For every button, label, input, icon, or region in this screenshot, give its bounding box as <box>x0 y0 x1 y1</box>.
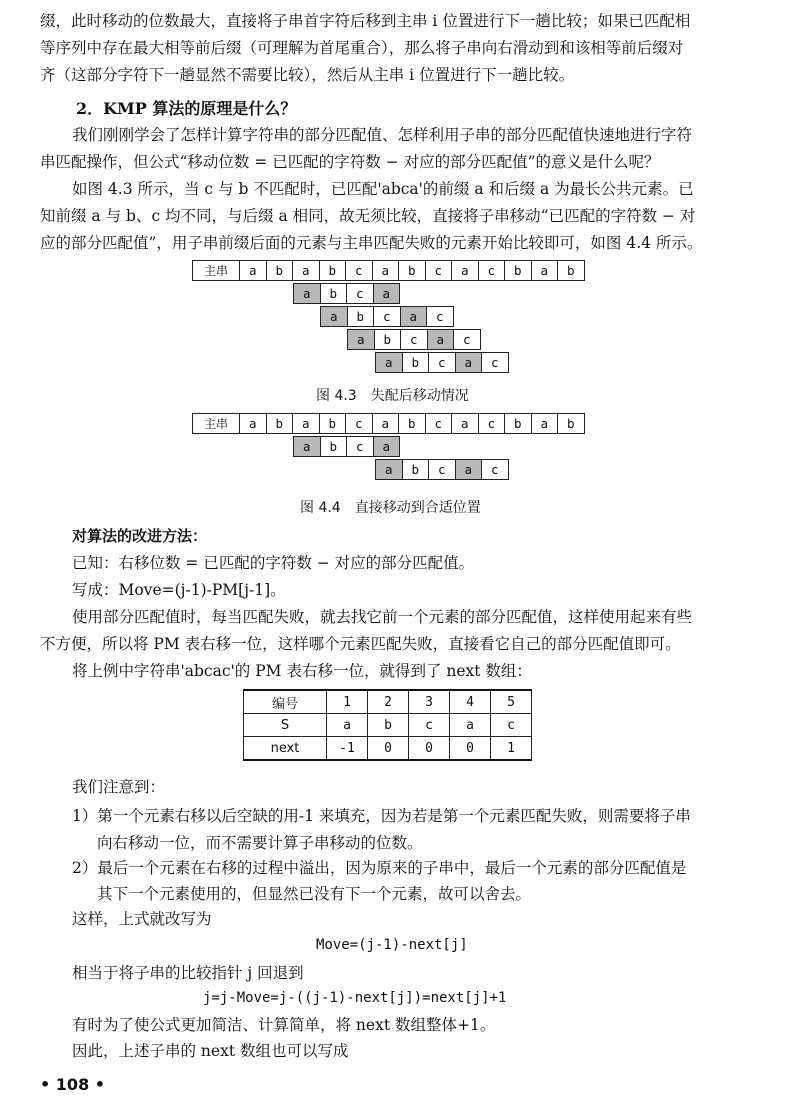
formula: Move=(j-1)-next[j] <box>316 937 468 953</box>
table-cell: c <box>491 714 532 737</box>
table-cell: 0 <box>409 737 450 761</box>
char-cell: b <box>557 413 585 434</box>
char-cell: b <box>266 413 294 434</box>
table-cell: 3 <box>409 690 450 714</box>
table-cell: 4 <box>450 690 491 714</box>
table-cell: 2 <box>368 690 409 714</box>
char-cell: c <box>346 436 374 457</box>
list-item: 2）最后一个元素在右移的过程中溢出，因为原来的子串中，最后一个元素的部分匹配值是 <box>72 859 687 877</box>
char-cell: c <box>345 260 373 281</box>
body-text: 将上例中字符串'abcac'的 PM 表右移一位，就得到了 next 数组： <box>72 662 532 680</box>
list-item-continued: 向右移动一位，而不需要计算子串移动的位数。 <box>97 834 423 852</box>
char-cell: b <box>504 413 532 434</box>
table-cell: -1 <box>327 737 368 761</box>
table-cell: b <box>368 714 409 737</box>
substring-row <box>376 352 509 373</box>
list-item-continued: 其下一个元素使用的，但显然已没有下一个元素，故可以舍去。 <box>97 885 532 903</box>
table-row <box>244 737 532 761</box>
formula: j=j-Move=j-((j-1)-next[j])=next[j]+1 <box>203 990 507 1006</box>
char-cell: a <box>400 306 428 327</box>
char-cell: b <box>557 260 585 281</box>
char-cell: c <box>345 413 373 434</box>
table-row <box>244 714 532 737</box>
body-text: 串匹配操作，但公式“移动位数 = 已匹配的字符数 − 对应的部分匹配值”的意义是什么呢？ <box>40 153 660 171</box>
char-cell: b <box>320 283 348 304</box>
body-text: 我们注意到： <box>72 778 166 796</box>
table-cell: 0 <box>368 737 409 761</box>
char-cell: c <box>425 260 453 281</box>
char-cell: a <box>239 413 267 434</box>
substring-row <box>294 436 400 457</box>
body-text: 使用部分匹配值时，每当匹配失败，就去找它前一个元素的部分匹配值，这样使用起来有些 <box>72 608 693 626</box>
char-cell: a <box>451 260 479 281</box>
char-cell: c <box>428 352 456 373</box>
substring-row <box>294 283 400 304</box>
char-cell: b <box>320 436 348 457</box>
char-cell: a <box>347 329 375 350</box>
char-cell: a <box>373 283 401 304</box>
body-text: 如图 4.3 所示，当 c 与 b 不匹配时，已匹配'abca'的前缀 a 和后缀 a 为最长公共元素。已 <box>72 180 694 198</box>
list-item: 1）第一个元素右移以后空缺的用-1 来填充，因为若是第一个元素匹配失败，则需要将子串 <box>72 807 691 825</box>
body-text: 知前缀 a 与 b、c 均不同，与后缀 a 相同，故无须比较，直接将子串移动“已匹配的字符数 − 对 <box>40 207 696 225</box>
row-label: 编号 <box>244 690 327 714</box>
char-cell: c <box>453 329 481 350</box>
substring-row <box>376 459 509 480</box>
char-cell: c <box>428 459 456 480</box>
row-label: S <box>244 714 327 737</box>
main-string-row <box>193 260 585 281</box>
table-cell: 1 <box>327 690 368 714</box>
figure-caption: 图 4.4 直接移动到合适位置 <box>300 500 481 516</box>
char-cell: a <box>292 413 320 434</box>
char-cell: c <box>346 283 374 304</box>
table-cell: 1 <box>491 737 532 761</box>
body-text: 因此，上述子串的 next 数组也可以写成 <box>72 1042 349 1060</box>
body-text: 相当于将子串的比较指针 j 回退到 <box>72 964 304 982</box>
char-cell: b <box>319 260 347 281</box>
table-row <box>244 690 532 714</box>
char-cell: a <box>375 459 403 480</box>
char-cell: a <box>372 413 400 434</box>
next-array-table <box>243 689 532 761</box>
main-string-label: 主串 <box>192 413 240 434</box>
char-cell: c <box>425 413 453 434</box>
char-cell: a <box>293 436 321 457</box>
table-cell: a <box>327 714 368 737</box>
char-cell: a <box>455 459 483 480</box>
char-cell: b <box>266 260 294 281</box>
char-cell: a <box>239 260 267 281</box>
table-cell: a <box>450 714 491 737</box>
body-text: 不方便，所以将 PM 表右移一位，这样哪个元素匹配失败，直接看它自己的部分匹配值即可。 <box>40 635 681 653</box>
body-text: 写成：Move=(j-1)-PM[j-1]。 <box>72 581 286 599</box>
char-cell: c <box>426 306 454 327</box>
char-cell: b <box>504 260 532 281</box>
table-cell: c <box>409 714 450 737</box>
body-text: 齐（这部分字符下一趟显然不需要比较），然后从主串 i 位置进行下一趟比较。 <box>40 66 575 84</box>
row-label: next <box>244 737 327 761</box>
char-cell: c <box>400 329 428 350</box>
table-cell: 5 <box>491 690 532 714</box>
body-text: 有时为了使公式更加简洁、计算简单，将 next 数组整体+1。 <box>72 1016 496 1034</box>
char-cell: a <box>320 306 348 327</box>
char-cell: a <box>531 260 559 281</box>
body-text: 我们刚刚学会了怎样计算字符串的部分匹配值、怎样利用子串的部分匹配值快速地进行字符 <box>72 126 693 144</box>
char-cell: b <box>402 352 430 373</box>
body-text: 等序列中存在最大相等前后缀（可理解为首尾重合），那么将子串向右滑动到和该相等前后缀对 <box>40 39 684 57</box>
char-cell: a <box>455 352 483 373</box>
char-cell: a <box>372 260 400 281</box>
char-cell: a <box>451 413 479 434</box>
substring-row <box>348 329 481 350</box>
char-cell: c <box>481 352 509 373</box>
char-cell: b <box>398 413 426 434</box>
figure-caption: 图 4.3 失配后移动情况 <box>316 388 469 404</box>
char-cell: a <box>531 413 559 434</box>
section-heading: 2．KMP 算法的原理是什么？ <box>76 99 297 118</box>
char-cell: c <box>481 459 509 480</box>
char-cell: b <box>374 329 402 350</box>
char-cell: a <box>375 352 403 373</box>
char-cell: a <box>292 260 320 281</box>
char-cell: c <box>478 260 506 281</box>
char-cell: b <box>398 260 426 281</box>
main-string-label: 主串 <box>192 260 240 281</box>
page-number: • 108 • <box>40 1075 105 1094</box>
char-cell: b <box>402 459 430 480</box>
char-cell: b <box>347 306 375 327</box>
main-string-row <box>193 413 585 434</box>
substring-row <box>321 306 454 327</box>
char-cell: c <box>373 306 401 327</box>
char-cell: a <box>373 436 401 457</box>
subsection-title: 对算法的改进方法： <box>72 527 208 545</box>
body-text: 缀，此时移动的位数最大，直接将子串首字符后移到主串 i 位置进行下一趟比较；如果已匹配相 <box>40 12 691 30</box>
body-text: 这样，上式就改写为 <box>72 910 212 928</box>
char-cell: a <box>427 329 455 350</box>
char-cell: a <box>293 283 321 304</box>
char-cell: c <box>478 413 506 434</box>
table-cell: 0 <box>450 737 491 761</box>
body-text: 应的部分匹配值”，用子串前缀后面的元素与主串匹配失败的元素开始比较即可，如图 4.4 所示。 <box>40 234 703 252</box>
char-cell: b <box>319 413 347 434</box>
body-text: 已知：右移位数 = 已匹配的字符数 − 对应的部分匹配值。 <box>72 554 475 572</box>
